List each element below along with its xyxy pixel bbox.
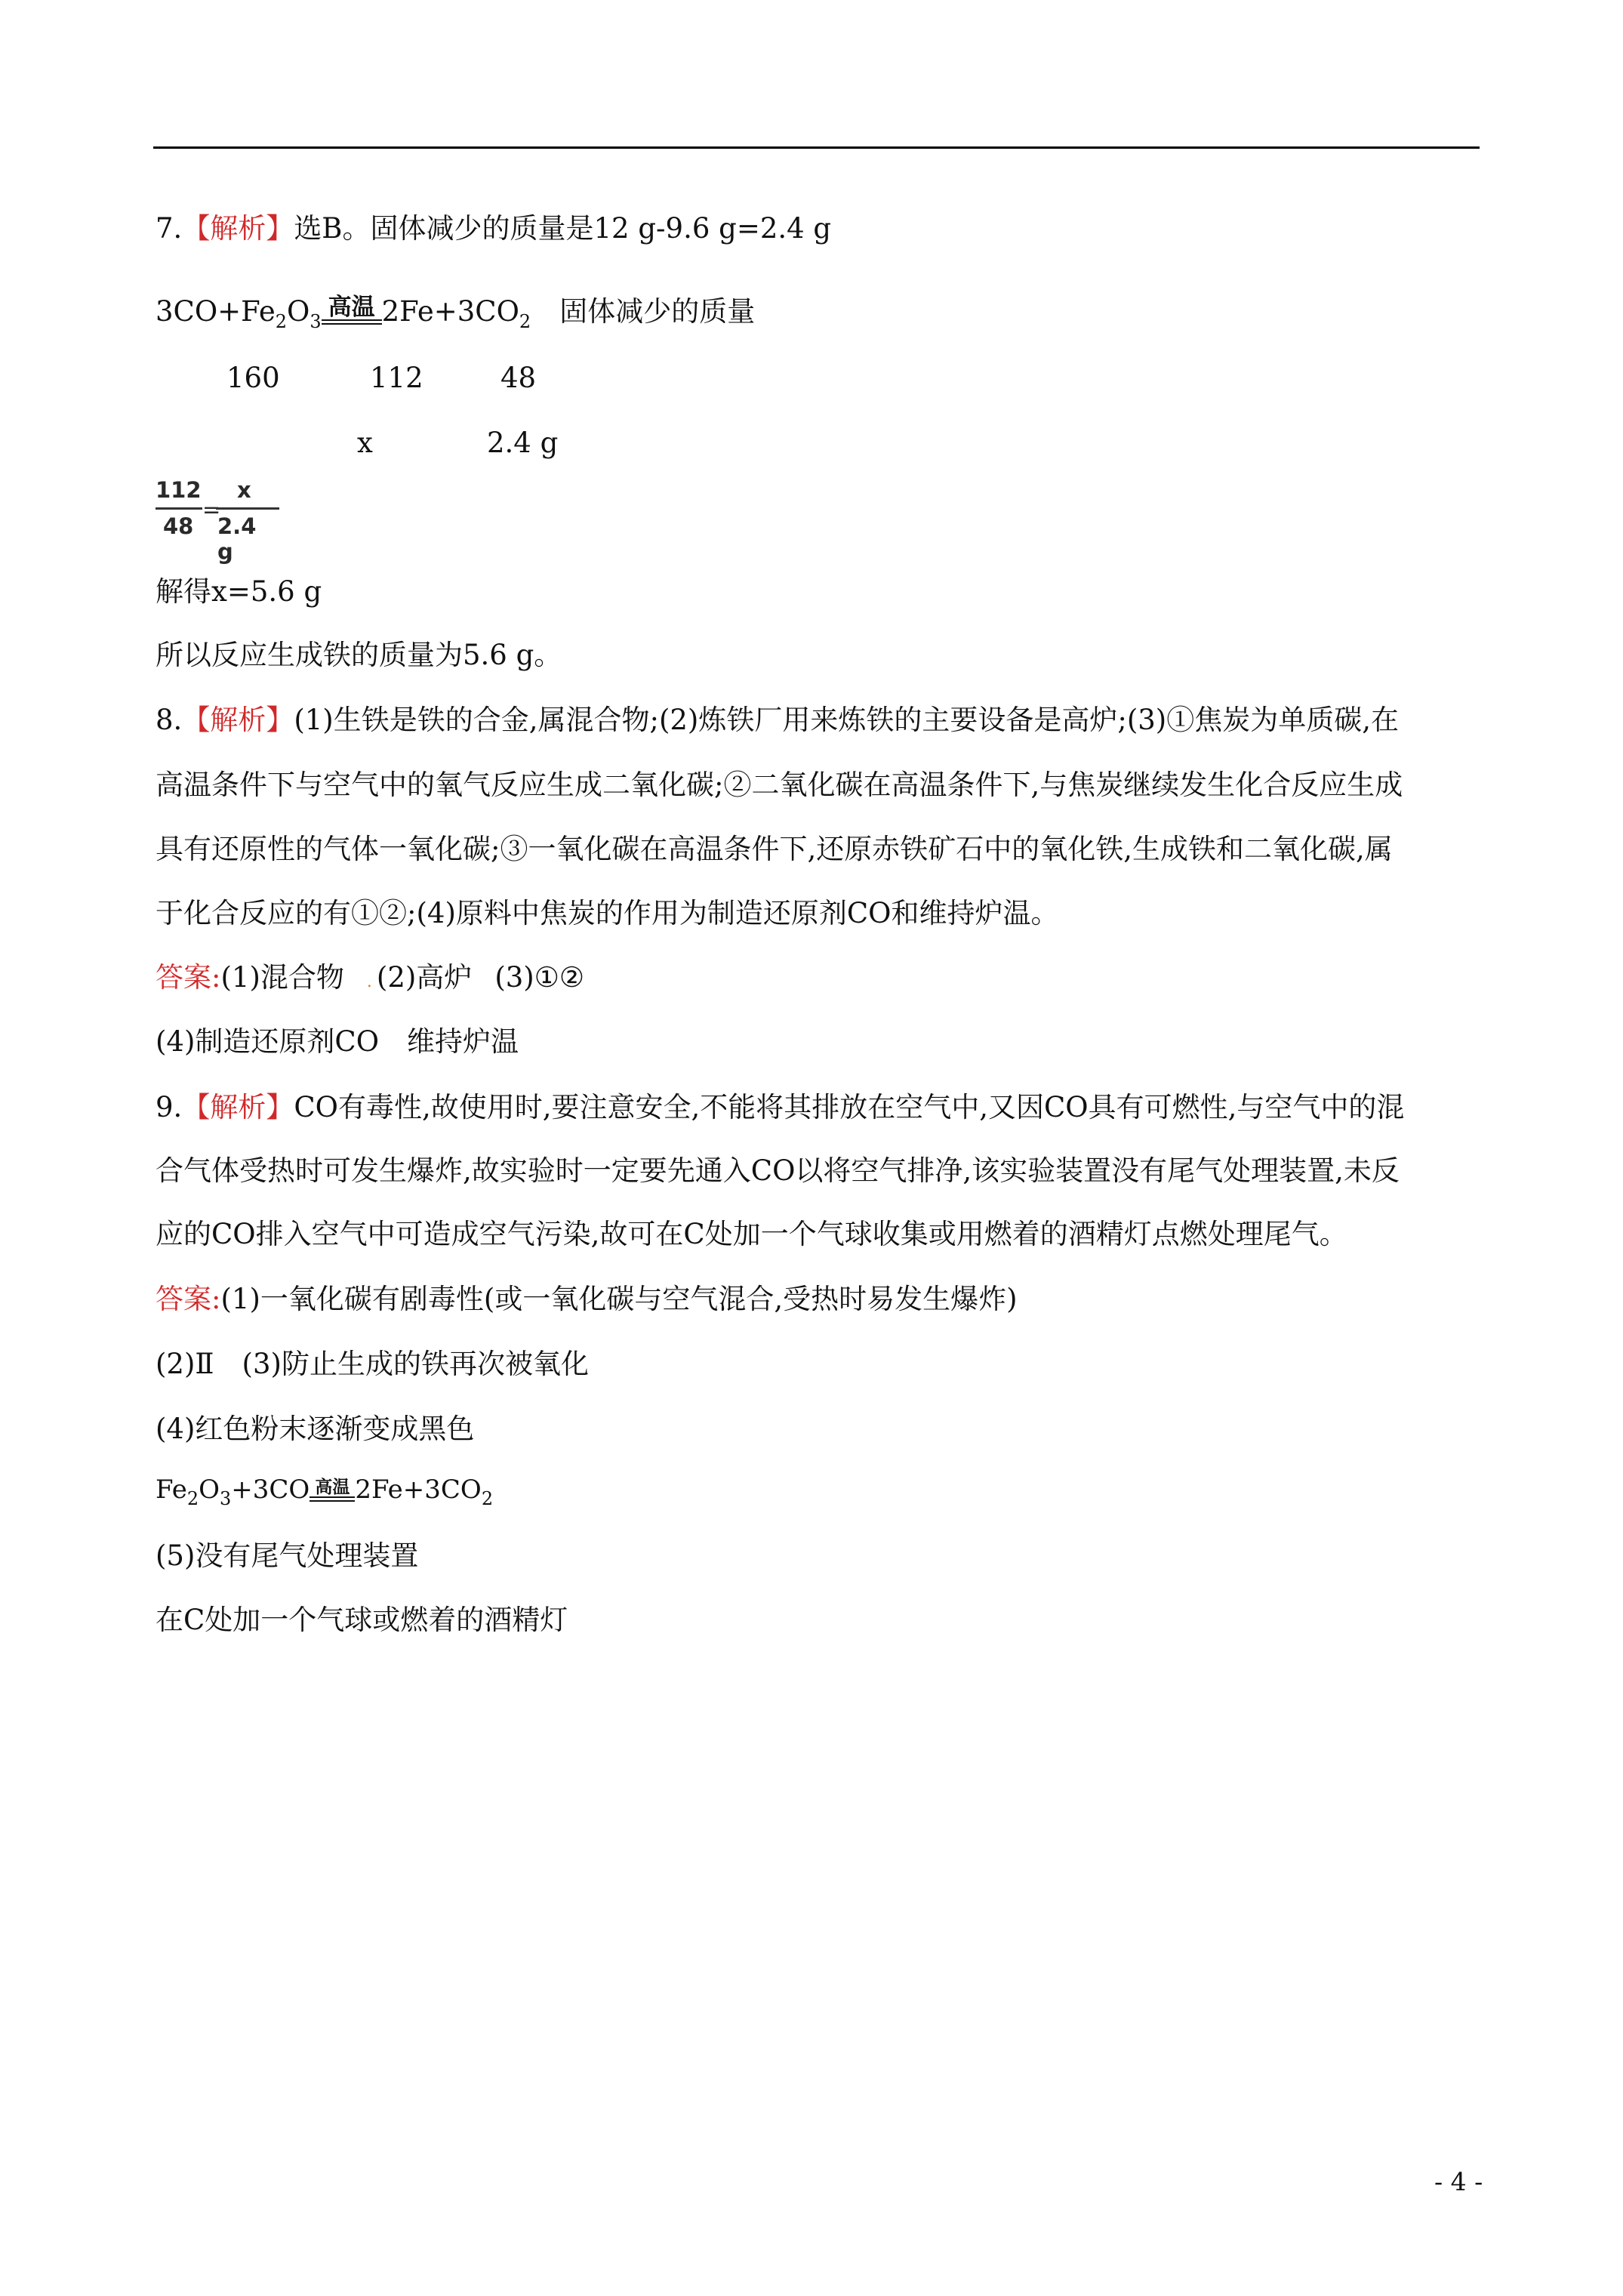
q7-mass-48: 48: [500, 362, 537, 394]
eq-part: 3CO+Fe: [156, 295, 276, 328]
q9-number: 9.: [156, 1091, 183, 1123]
answer-item: (2)高炉: [376, 961, 473, 994]
q8-analysis-tag: 【解析】: [182, 704, 294, 736]
q9-line-2: 合气体受热时可发生爆炸,故实验时一定要先通入CO以将空气排净,该实验装置没有尾气处理装置,未反: [156, 1154, 1400, 1187]
equals-sign: =: [202, 497, 221, 522]
q9-analysis-tag: 【解析】: [182, 1091, 294, 1123]
q7-heading: [156, 210, 831, 248]
q9-answer-2: (2)Ⅱ (3)防止生成的铁再次被氧化: [156, 1348, 589, 1380]
answer-item: (1)混合物: [220, 961, 344, 994]
q7-unknown-x: x: [357, 427, 373, 459]
condition-label: 高温: [328, 294, 375, 321]
q9-line-3: 应的CO排入空气中可造成空气污染,故可在C处加一个气球收集或用燃着的酒精灯点燃处理尾气。: [156, 1218, 1347, 1250]
eq-subscript: 3: [310, 311, 322, 332]
page-number: - 4 -: [1434, 2167, 1483, 2196]
denominator-1: 48: [163, 513, 194, 539]
eq-subscript: 2: [275, 311, 288, 332]
answer-label: 答案:: [156, 1283, 221, 1315]
q8-line-1: [156, 701, 1399, 739]
header-rule: [153, 146, 1480, 149]
reaction-condition: [310, 1479, 355, 1511]
eq-part: +3CO: [231, 1475, 310, 1505]
q8-line-4: 于化合反应的有①②;(4)原料中焦炭的作用为制造还原剂CO和维持炉温。: [156, 897, 1059, 929]
eq-subscript: 3: [220, 1488, 232, 1509]
eq-part: Fe: [156, 1475, 187, 1505]
fraction-bar-1: [156, 507, 202, 510]
q7-analysis-tag: 【解析】: [182, 212, 294, 245]
q9-answer-1: [156, 1281, 1018, 1318]
q7-solve: 解得x=5.6 g: [156, 575, 322, 608]
q9-answer-3: (4)红色粉末逐渐变成黑色: [156, 1413, 475, 1445]
q7-mass-112: 112: [370, 362, 423, 394]
eq-tail: 固体减少的质量: [559, 295, 756, 328]
numerator-2: x: [237, 477, 251, 503]
dot-mark: .: [366, 972, 372, 991]
q8-answer-2: (4)制造还原剂CO 维持炉温: [156, 1025, 519, 1058]
answer-item: (3)①②: [494, 961, 585, 994]
eq-subscript: 2: [519, 311, 531, 332]
eq-subscript: 2: [481, 1488, 494, 1509]
eq-part: O: [287, 295, 310, 328]
eq-part: 2Fe+3CO: [381, 295, 519, 328]
q7-conclusion: 所以反应生成铁的质量为5.6 g。: [156, 639, 562, 671]
condition-label: 高温: [315, 1478, 350, 1497]
answer-item: (1)一氧化碳有剧毒性(或一氧化碳与空气混合,受热时易发生爆炸): [220, 1283, 1018, 1315]
q9-answer-6: 在C处加一个气球或燃着的酒精灯: [156, 1604, 568, 1636]
eq-part: O: [199, 1475, 220, 1505]
numerator-1: 112: [156, 477, 202, 503]
answer-label: 答案:: [156, 961, 221, 994]
q8-line-3: 具有还原性的气体一氧化碳;③一氧化碳在高温条件下,还原赤铁矿石中的氧化铁,生成铁和二氧化碳,属: [156, 833, 1393, 865]
q9-answer-5: (5)没有尾气处理装置: [156, 1539, 419, 1572]
reaction-condition: [322, 296, 382, 334]
eq-part: 2Fe+3CO: [355, 1475, 482, 1505]
q9-text: CO有毒性,故使用时,要注意安全,不能将其排放在空气中,又因CO具有可燃性,与空气中的混: [294, 1091, 1405, 1123]
q7-equation: [156, 293, 755, 334]
q9-equation: [156, 1471, 493, 1511]
q7-number: 7.: [156, 212, 183, 245]
q7-text: 选B。固体减少的质量是12 g-9.6 g=2.4 g: [294, 212, 832, 245]
q8-answer: [156, 959, 584, 1001]
q9-line-1: [156, 1089, 1404, 1126]
q7-mass-160: 160: [226, 362, 280, 394]
equal-bars: [310, 1496, 355, 1502]
q8-text: (1)生铁是铁的合金,属混合物;(2)炼铁厂用来炼铁的主要设备是高炉;(3)①焦炭为单质碳,在: [294, 704, 1399, 736]
fraction-bar-2: [216, 507, 279, 510]
denominator-2: 2.4 g: [217, 513, 257, 565]
q8-number: 8.: [156, 704, 183, 736]
q8-line-2: 高温条件下与空气中的氧气反应生成二氧化碳;②二氧化碳在高温条件下,与焦炭继续发生化合反应生成: [156, 769, 1403, 801]
eq-subscript: 2: [186, 1488, 199, 1509]
q7-mass-loss: 2.4 g: [487, 427, 559, 459]
